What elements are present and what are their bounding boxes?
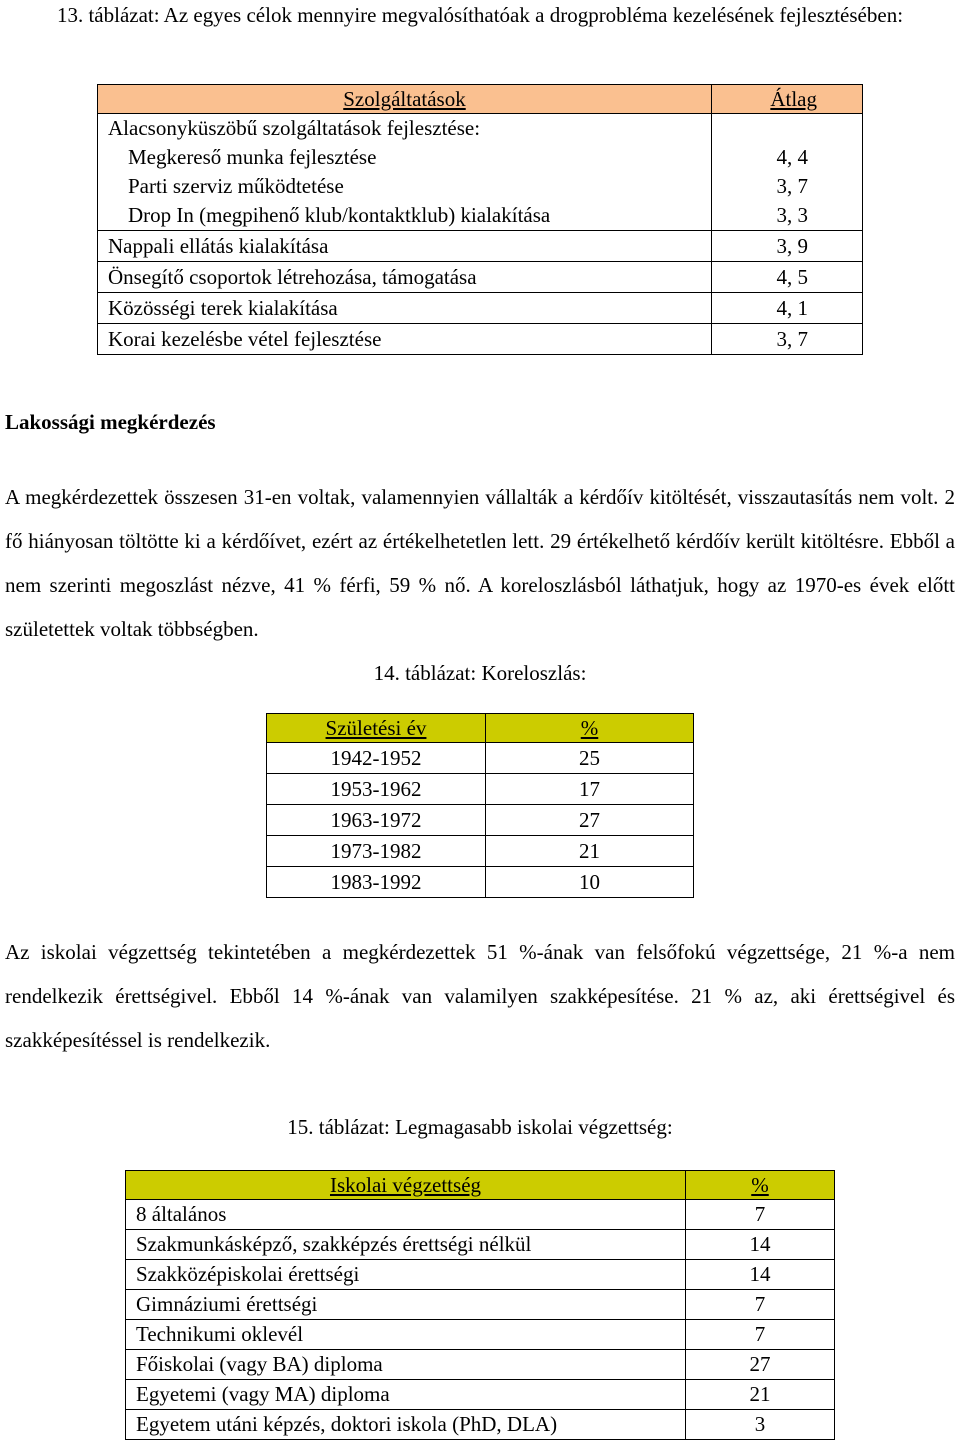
table-row (98, 172, 863, 201)
table-row (98, 114, 863, 144)
table13-row-value: 4, 4 (776, 145, 808, 169)
table-row (267, 743, 694, 774)
table13-caption: 13. táblázat: Az egyes célok mennyire megvalósíthatóak a drogprobléma kezelésének fejlesztésében: (56, 3, 904, 27)
paragraph-education: Az iskolai végzettség tekintetében a megkérdezettek 51 %-ának van felsőfokú végzettsége, 21 %-a nem rendelkezik érettségivel. Ebből 14 %-ának van valamilyen szakképesítése. 21 % az, aki érettségivel és szakképesítéssel is rendelkezik. (5, 940, 955, 1052)
table15-caption: 15. táblázat: Legmagasabb iskolai végzettség: (287, 1115, 673, 1139)
table15-header-education: Iskolai végzettség (126, 1171, 686, 1200)
table-row (98, 293, 863, 324)
table15-row-label: 8 általános (126, 1200, 686, 1230)
table14-header-row (267, 714, 694, 743)
table13-row-value: 4, 1 (712, 293, 863, 324)
table13-row-label: Parti szerviz működtetése (98, 172, 712, 201)
table13-row-label: Önsegítő csoportok létrehozása, támogatása (98, 262, 712, 293)
table15-row-value: 14 (686, 1230, 835, 1260)
table13-header-average: Átlag (712, 85, 863, 114)
table-row (126, 1410, 835, 1440)
table-row (267, 805, 694, 836)
table14-header-birthyear: Születési év (267, 714, 486, 743)
table-row (98, 201, 863, 231)
table13-row-label: Közösségi terek kialakítása (98, 293, 712, 324)
table15-row-value: 7 (686, 1200, 835, 1230)
table13-row-value: 3, 7 (712, 324, 863, 355)
table15-row-value: 7 (686, 1320, 835, 1350)
table-row (126, 1290, 835, 1320)
table13-row-label: Nappali ellátás kialakítása (98, 231, 712, 262)
table13-row-label: Megkereső munka fejlesztése (98, 143, 712, 172)
table14-row-label: 1953-1962 (267, 774, 486, 805)
paragraph-survey: A megkérdezettek összesen 31-en voltak, valamennyien vállalták a kérdőív kitöltését, visszautasítás nem volt. 2 fő hiányosan töltötte ki a kérdőívet, ezért az értékelhetetlen lett. 29 értékelhető kérdőív került kitöltésre. Ebből a nem szerinti megoszlást nézve, 41 % férfi, 59 % nő. A koreloszlásból láthatjuk, hogy az 1970-es évek előtt születettek voltak többségben. (5, 485, 955, 641)
table14-row-value: 10 (486, 867, 694, 898)
table15-row-label: Főiskolai (vagy BA) diploma (126, 1350, 686, 1380)
table14-row-label: 1983-1992 (267, 867, 486, 898)
section-heading: Lakossági megkérdezés (5, 410, 216, 434)
table-row (126, 1230, 835, 1260)
table15-row-label: Szakközépiskolai érettségi (126, 1260, 686, 1290)
table15-row-label: Egyetem utáni képzés, doktori iskola (PhD, DLA) (126, 1410, 686, 1440)
table13-header-services: Szolgáltatások (98, 85, 712, 114)
table-row (267, 836, 694, 867)
table14-row-value: 25 (486, 743, 694, 774)
table-row (98, 231, 863, 262)
table14-row-value: 21 (486, 836, 694, 867)
table13-row-value: 3, 3 (776, 203, 808, 227)
table-row (98, 143, 863, 172)
table14-header-percent: % (486, 714, 694, 743)
table15-header-percent: % (686, 1171, 835, 1200)
table14-row-label: 1942-1952 (267, 743, 486, 774)
table13-row-label: Drop In (megpihenő klub/kontaktklub) kialakítása (98, 201, 712, 231)
table-row (126, 1320, 835, 1350)
table14-row-value: 27 (486, 805, 694, 836)
table-row (267, 867, 694, 898)
table15-row-label: Technikumi oklevél (126, 1320, 686, 1350)
table13-row-value: 3, 9 (712, 231, 863, 262)
table15-row-label: Szakmunkásképző, szakképzés érettségi nélkül (126, 1230, 686, 1260)
table15-row-label: Egyetemi (vagy MA) diploma (126, 1380, 686, 1410)
table15-header-row (126, 1171, 835, 1200)
table13 (97, 84, 863, 355)
table15-row-value: 27 (686, 1350, 835, 1380)
table15-row-label: Gimnáziumi érettségi (126, 1290, 686, 1320)
table14 (266, 713, 694, 898)
table13-row-value: 4, 5 (712, 262, 863, 293)
table-row (126, 1350, 835, 1380)
table-row (267, 774, 694, 805)
table14-caption: 14. táblázat: Koreloszlás: (373, 661, 587, 685)
table14-row-value: 17 (486, 774, 694, 805)
table13-group-label: Alacsonyküszöbű szolgáltatások fejlesztése: (98, 114, 712, 144)
table15-row-value: 21 (686, 1380, 835, 1410)
table15-row-value: 7 (686, 1290, 835, 1320)
table14-row-label: 1973-1982 (267, 836, 486, 867)
table14-row-label: 1963-1972 (267, 805, 486, 836)
table-row (98, 262, 863, 293)
table15 (125, 1170, 835, 1440)
table15-row-value: 3 (686, 1410, 835, 1440)
table-row (126, 1200, 835, 1230)
table15-row-value: 14 (686, 1260, 835, 1290)
table13-header-row (98, 85, 863, 114)
table13-row-value: 3, 7 (776, 174, 808, 198)
table-row (126, 1260, 835, 1290)
table-row (98, 324, 863, 355)
table13-row-label: Korai kezelésbe vétel fejlesztése (98, 324, 712, 355)
table-row (126, 1380, 835, 1410)
